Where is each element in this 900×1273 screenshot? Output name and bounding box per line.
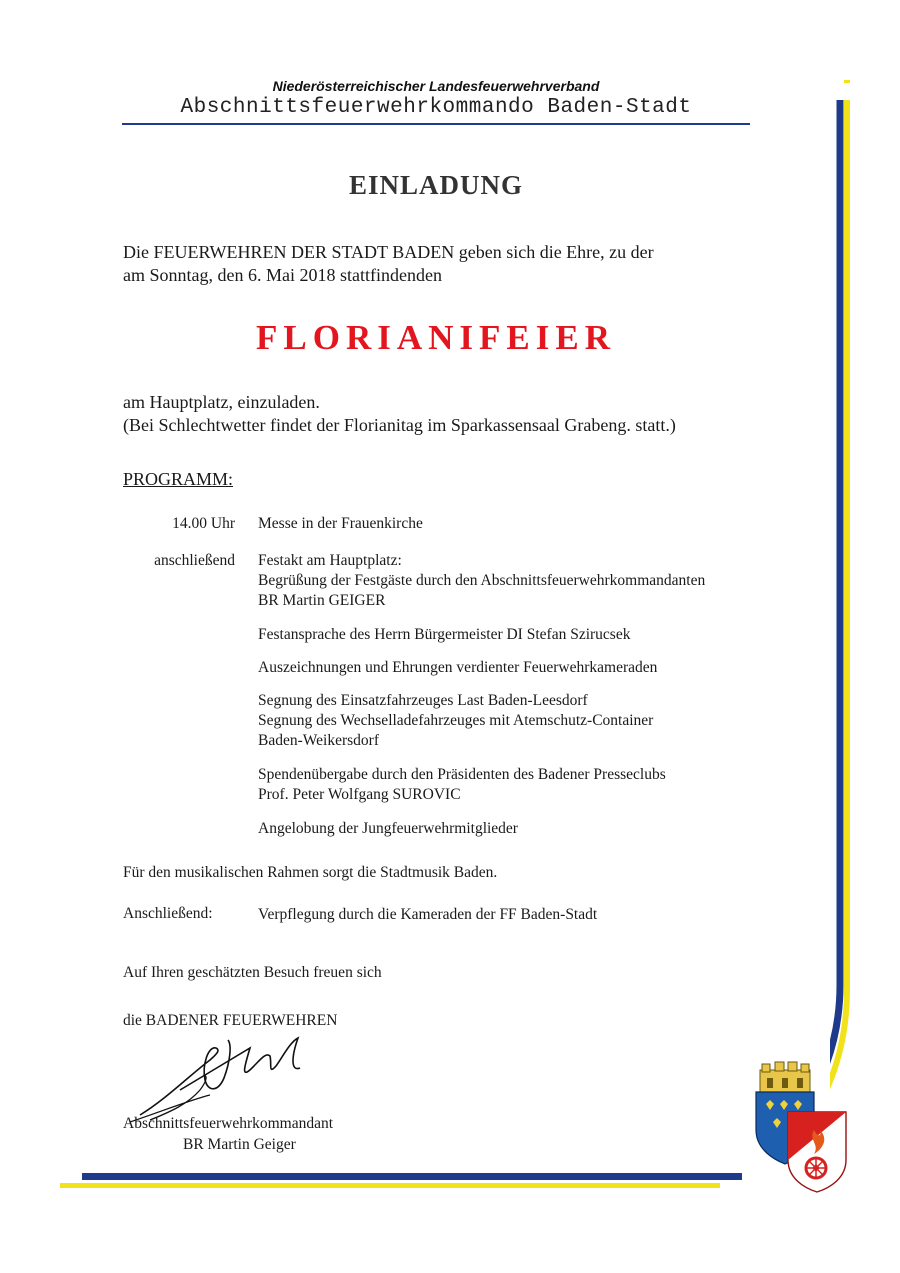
unit-name: Abschnittsfeuerwehrkommando Baden-Stadt xyxy=(180,96,692,119)
music-note: Für den musikalischen Rahmen sorgt die Stadtmusik Baden. xyxy=(123,864,498,881)
header-rule xyxy=(122,123,750,125)
programme-time-1: 14.00 Uhr xyxy=(172,515,235,532)
programme-item-blessing-3: Baden-Weikersdorf xyxy=(258,732,379,749)
side-border-stripe xyxy=(830,80,870,1190)
organization-name: Niederösterreichischer Landesfeuerwehrverband xyxy=(272,78,600,94)
footer-rule-blue xyxy=(82,1173,742,1180)
event-name: FLORIANIFEIER xyxy=(256,318,616,357)
handwritten-signature xyxy=(120,1020,340,1130)
signature-role: Abschnittsfeuerwehrkommandant xyxy=(123,1115,334,1132)
programme-item-mass: Messe in der Frauenkirche xyxy=(258,515,423,532)
closing-line: Auf Ihren geschätzten Besuch freuen sich xyxy=(123,964,382,981)
programme-item-speech: Festansprache des Herrn Bürgermeister DI Stefan Szirucsek xyxy=(258,626,631,643)
programme-item-awards: Auszeichnungen und Ehrungen verdienter Feuerwehrkameraden xyxy=(258,659,658,676)
programme-heading: PROGRAMM: xyxy=(123,469,234,489)
coat-of-arms-icon xyxy=(750,1060,850,1195)
programme-item-donation-2: Prof. Peter Wolfgang SUROVIC xyxy=(258,786,461,803)
signature-name: BR Martin Geiger xyxy=(183,1136,296,1153)
programme-item-festakt: Festakt am Hauptplatz: xyxy=(258,552,402,569)
programme-item-welcome-name: BR Martin GEIGER xyxy=(258,592,386,609)
location-line-2: (Bei Schlechtwetter findet der Florianitag im Sparkassensaal Grabeng. statt.) xyxy=(123,415,676,435)
catering-text: Verpflegung durch die Kameraden der FF Baden-Stadt xyxy=(258,906,598,923)
signature-group: die BADENER FEUERWEHREN xyxy=(123,1012,338,1029)
programme-item-blessing-2: Segnung des Wechselladefahrzeuges mit Atemschutz-Container xyxy=(258,712,654,729)
catering-label: Anschließend: xyxy=(123,905,213,922)
intro-line-2: am Sonntag, den 6. Mai 2018 stattfindenden xyxy=(123,265,442,285)
programme-item-donation-1: Spendenübergabe durch den Präsidenten des Badener Presseclubs xyxy=(258,766,666,783)
programme-item-welcome: Begrüßung der Festgäste durch den Abschnittsfeuerwehrkommandanten xyxy=(258,572,706,589)
location-line-1: am Hauptplatz, einzuladen. xyxy=(123,392,320,412)
programme-item-oath: Angelobung der Jungfeuerwehrmitglieder xyxy=(258,820,518,837)
document-title: EINLADUNG xyxy=(348,170,524,200)
programme-time-2: anschließend xyxy=(154,552,235,569)
programme-item-blessing-1: Segnung des Einsatzfahrzeuges Last Baden-Leesdorf xyxy=(258,692,588,709)
footer-rule-yellow xyxy=(60,1183,720,1188)
intro-line-1: Die FEUERWEHREN DER STADT BADEN geben sich die Ehre, zu der xyxy=(123,242,654,262)
